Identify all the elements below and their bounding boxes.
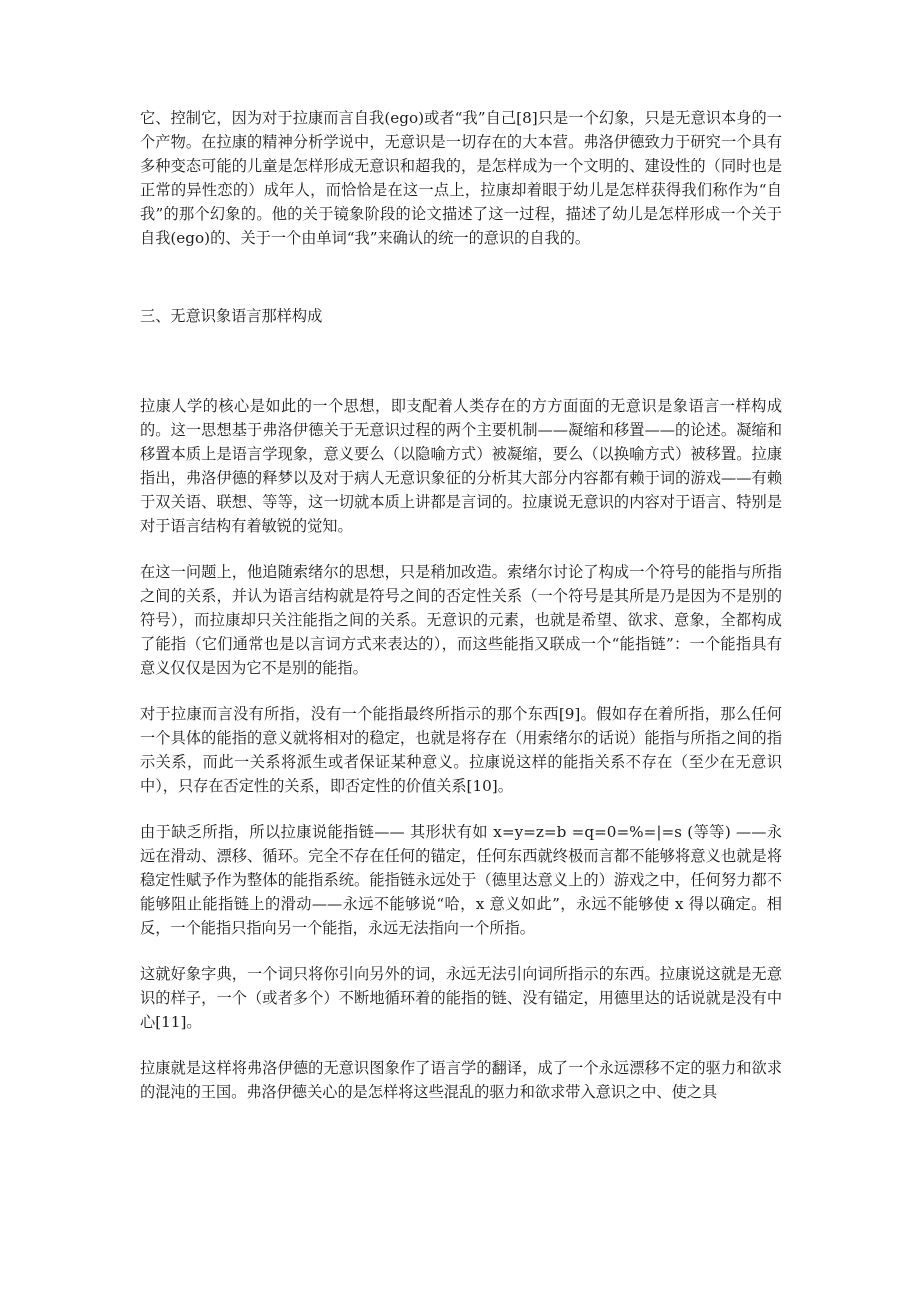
paragraph-5: 由于缺乏所指，所以拉康说能指链—— 其形状有如 x=y=z=b =q=0=%=|=s (等等) ——永远在滑动、漂移、循环。完全不存在任何的锚定，任何东西就终极而言都不能够将意义也就是将稳定性赋予作为整体的能指系统。能指链永远处于（德里达意义上的）游戏之中，任何努力都不能够阻止能指链上的滑动——永远不能够说“哈，x 意义如此”，永远不能够使 x 得以确定。相反，一个能指只指向另一个能指，永远无法指向一个所指。 [140, 823, 782, 937]
section-heading: 三、无意识象语言那样构成 [140, 307, 323, 325]
paragraph-6: 这就好象字典，一个词只将你引向另外的词，永远无法引向词所指示的东西。拉康说这就是无意识的样子，一个（或者多个）不断地循环着的能指的链、没有锚定，用德里达的话说就是没有中心[11]。 [140, 965, 782, 1031]
paragraph-3: 在这一问题上，他追随索绪尔的思想，只是稍加改造。索绪尔讨论了构成一个符号的能指与所指之间的关系，并认为语言结构就是符号之间的否定性关系（一个符号是其所是乃是因为不是别的符号），而拉康却只关注能指之间的关系。无意识的元素，也就是希望、欲求、意象，全都构成了能指（它们通常也是以言词方式来表达的），而这些能指又联成一个“能指链”：一个能指具有意义仅仅是因为它不是别的能指。 [140, 563, 782, 677]
paragraph-7: 拉康就是这样将弗洛伊德的无意识图象作了语言学的翻译，成了一个永远漂移不定的驱力和欲求的混沌的王国。弗洛伊德关心的是怎样将这些混乱的驱力和欲求带入意识之中、使之具 [140, 1059, 782, 1101]
paragraph-2: 拉康人学的核心是如此的一个思想，即支配着人类存在的方方面面的无意识是象语言一样构成的。这一思想基于弗洛伊德关于无意识过程的两个主要机制——凝缩和移置——的论述。凝缩和移置本质上是语言学现象，意义要么（以隐喻方式）被凝缩，要么（以换喻方式）被移置。拉康指出，弗洛伊德的释梦以及对于病人无意识象征的分析其大部分内容都有赖于词的游戏——有赖于双关语、联想、等等，这一切就本质上讲都是言词的。拉康说无意识的内容对于语言、特别是对于语言结构有着敏锐的觉知。 [140, 397, 782, 535]
document-body [140, 106, 782, 1126]
paragraph-1: 它、控制它，因为对于拉康而言自我(ego)或者“我”自己[8]只是一个幻象，只是无意识本身的一个产物。在拉康的精神分析学说中，无意识是一切存在的大本营。弗洛伊德致力于研究一个具有多种变态可能的儿童是怎样形成无意识和超我的，是怎样成为一个文明的、建设性的（同时也是正常的异性恋的）成年人，而恰恰是在这一点上，拉康却着眼于幼儿是怎样获得我们称作为“自我”的那个幻象的。他的关于镜象阶段的论文描述了这一过程，描述了幼儿是怎样形成一个关于自我(ego)的、关于一个由单词“我”来确认的统一的意识的自我的。 [140, 109, 782, 247]
paragraph-4: 对于拉康而言没有所指，没有一个能指最终所指示的那个东西[9]。假如存在着所指，那么任何一个具体的能指的意义就将相对的稳定，也就是将存在（用索绪尔的话说）能指与所指之间的指示关系，而此一关系将派生或者保证某种意义。拉康说这样的能指关系不存在（至少在无意识中），只存在否定性的关系，即否定性的价值关系[10]。 [140, 705, 782, 795]
